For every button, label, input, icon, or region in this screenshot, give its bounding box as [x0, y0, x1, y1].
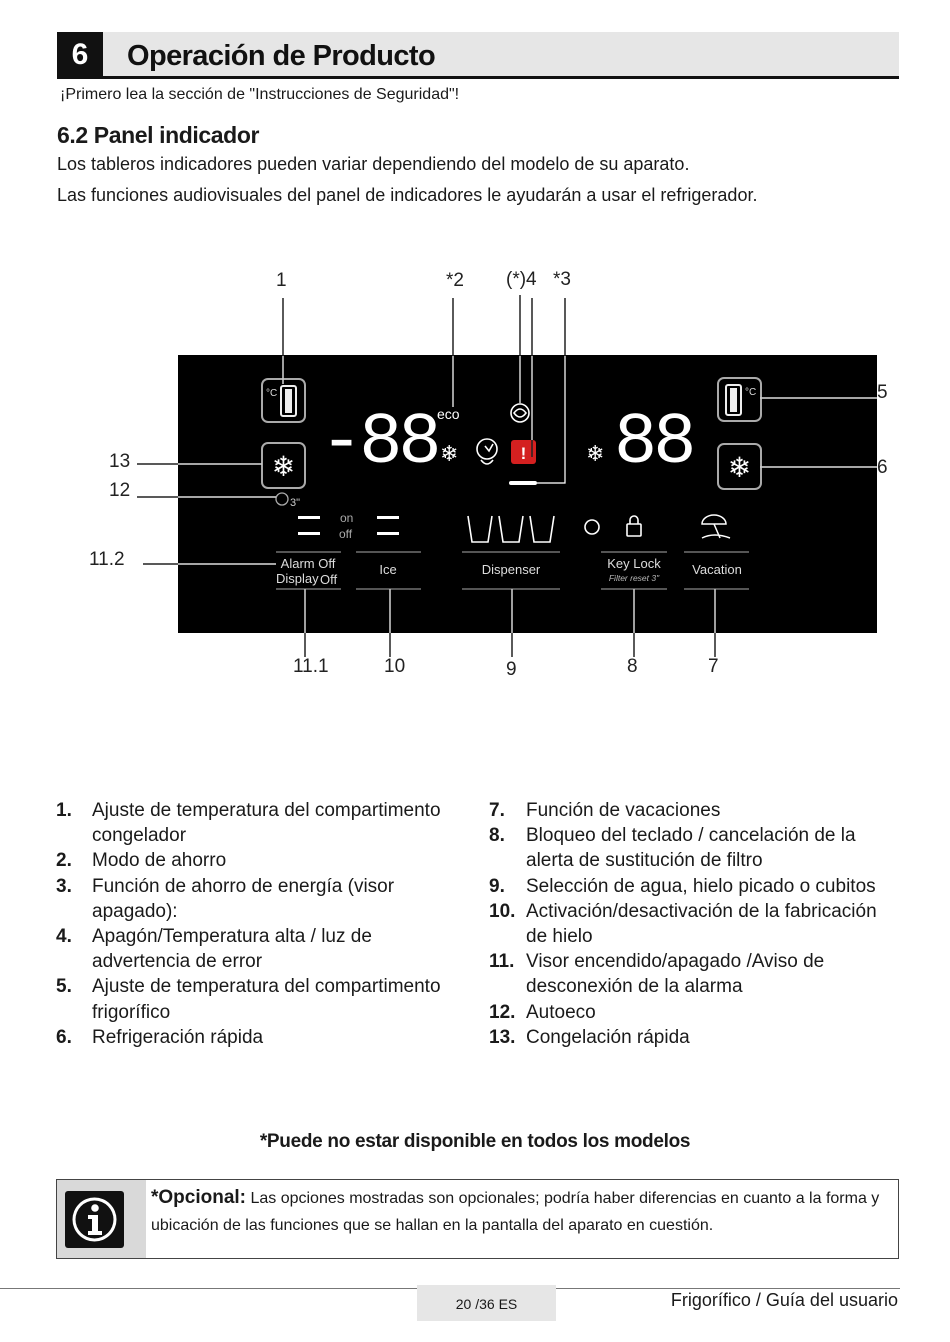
callout-9: 9 — [506, 659, 517, 680]
callout-5: 5 — [877, 382, 888, 403]
display-off-label: Off — [320, 572, 338, 587]
feature-list-left — [56, 798, 466, 1050]
lock-icon — [627, 516, 641, 536]
list-item: 11. Visor encendido/apagado /Aviso de desconexión de la alarma — [489, 951, 825, 998]
info-bold: *Opcional: — [151, 1187, 247, 1208]
list-item: 10. Activación/desactivación de la fabricación de hielo — [489, 900, 877, 948]
vacation-umbrella-icon — [702, 515, 730, 538]
list-item: 3. Función de ahorro de energía (visor apagado): — [56, 875, 395, 922]
callout-2: *2 — [446, 270, 464, 291]
callout-11-2: 11.2 — [89, 549, 125, 570]
freezer-temp-display: -88 — [320, 402, 438, 484]
ice-dash-top — [377, 516, 399, 519]
list-item: 1. Ajuste de temperatura del compartimento congelador — [56, 800, 441, 847]
autoeco-label: 3" — [290, 497, 301, 509]
chapter-number: 6 — [57, 32, 103, 76]
list-item: 12. Autoeco — [489, 1001, 596, 1023]
info-text — [151, 1184, 891, 1239]
callout-11-1: 11.1 — [293, 656, 329, 677]
callout-7: 7 — [708, 656, 719, 677]
filter-icon — [585, 520, 599, 534]
page-number: 20 /36 ES — [417, 1285, 556, 1321]
filter-reset-label: Filter reset 3" — [608, 573, 660, 583]
dispenser-cups-icon — [468, 516, 554, 542]
display-off-bar — [509, 481, 537, 485]
section-paragraph-1: Los tableros indicadores pueden variar dependiendo del modelo de su aparato. — [57, 154, 690, 174]
list-item: 2. Modo de ahorro — [56, 850, 227, 872]
list-item: 4. Apagón/Temperatura alta / luz de advertencia de error — [56, 926, 372, 973]
section-title: 6.2 Panel indicador — [57, 122, 260, 148]
availability-note: *Puede no estar disponible en todos los modelos — [259, 1131, 691, 1152]
fridge-temp-icon — [718, 378, 761, 421]
info-icon-area — [57, 1180, 146, 1258]
footer-title: Frigorífico / Guía del usuario — [670, 1290, 898, 1310]
quick-fridge-icon — [718, 444, 761, 489]
feature-list-right — [489, 798, 899, 1050]
chapter-title: Operación de Producto — [127, 40, 436, 72]
list-item: 7. Función de vacaciones — [489, 800, 721, 821]
info-box — [56, 1179, 899, 1259]
safety-note: ¡Primero lea la sección de "Instrucciones de Seguridad"! — [60, 86, 460, 103]
info-icon — [65, 1191, 124, 1248]
leader-lines — [137, 295, 876, 657]
list-item: 13. Congelación rápida — [489, 1026, 690, 1048]
autoeco-icon — [276, 493, 288, 505]
callout-8: 8 — [627, 656, 638, 677]
list-item: 6. Refrigeración rápida — [56, 1026, 264, 1048]
eco-label: eco — [437, 406, 460, 422]
freezer-snowflake-icon: ❄ — [440, 441, 459, 466]
alarm-off-label: Alarm Off — [280, 556, 336, 571]
callout-1: 1 — [276, 270, 287, 291]
list-item: 9. Selección de agua, hielo picado o cubitos — [489, 875, 876, 897]
power-leaf-icon — [511, 404, 529, 422]
keylock-button-label: Key Lock — [607, 556, 661, 571]
vacation-button-label: Vacation — [692, 562, 742, 577]
callout-6: 6 — [877, 457, 888, 478]
fridge-snowflake-icon: ❄ — [586, 441, 605, 466]
leader-lines-on-panel — [178, 356, 877, 633]
callout-10: 10 — [384, 656, 406, 677]
ice-off-label: off — [339, 527, 353, 541]
ice-button-label: Ice — [379, 562, 397, 577]
svg-text:❄: ❄ — [727, 452, 752, 483]
ice-dash-bottom — [377, 532, 399, 535]
list-item: 5. Ajuste de temperatura del compartimento frigorífico — [56, 976, 441, 1023]
dispenser-button-label: Dispenser — [481, 562, 541, 577]
svg-text:❄: ❄ — [271, 451, 296, 482]
alert-symbol: ! — [520, 444, 527, 463]
callout-4: (*)4 — [506, 269, 537, 290]
fridge-celsius-text: °C — [745, 387, 757, 398]
display-label: Display — [276, 571, 319, 586]
freezer-celsius-text: °C — [266, 388, 278, 399]
freezer-temp-icon — [262, 379, 305, 422]
callout-13: 13 — [109, 451, 131, 472]
energy-saving-icon — [477, 439, 497, 464]
ice-on-label: on — [340, 511, 354, 525]
alarm-dash-bottom — [298, 532, 320, 535]
quick-freeze-icon — [262, 443, 305, 488]
alarm-dash-top — [298, 516, 320, 519]
fridge-temp-display: 88 — [614, 402, 693, 484]
callout-3: *3 — [553, 269, 571, 290]
list-item: 8. Bloqueo del teclado / cancelación de la alerta de sustitución de filtro — [489, 825, 856, 872]
callout-12: 12 — [109, 480, 131, 501]
info-body: Las opciones mostradas son opcionales; podría haber diferencias en cuanto a la forma y ubicación de las funciones que se hallan en la pantalla del aparato en cuestión. — [151, 1190, 880, 1234]
section-paragraph-2: Las funciones audiovisuales del panel de indicadores le ayudarán a usar el refrigerador. — [57, 185, 758, 205]
